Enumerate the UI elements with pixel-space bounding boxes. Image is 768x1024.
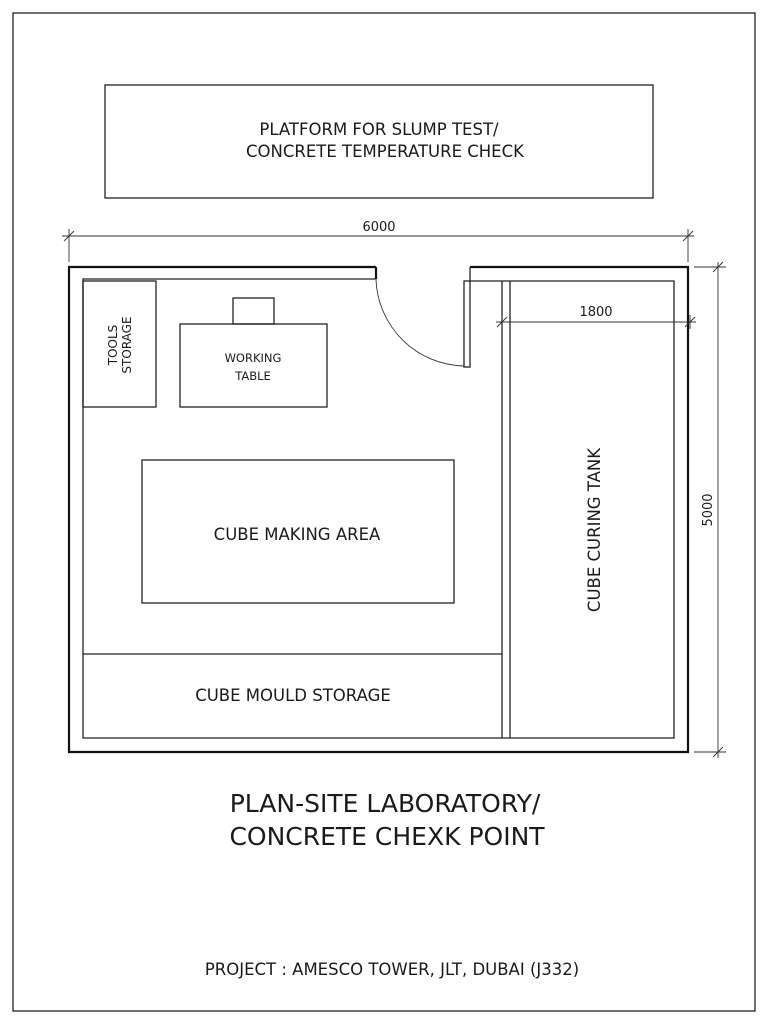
cube-making-area-label: CUBE MAKING AREA xyxy=(213,525,381,544)
drawing-border xyxy=(13,13,755,1011)
plan-title-line2: CONCRETE CHEXK POINT xyxy=(229,822,545,851)
tools-storage xyxy=(83,281,156,407)
slump-test-platform xyxy=(105,85,653,198)
width-dimension-label: 6000 xyxy=(362,220,396,235)
platform-label-line1: PLATFORM FOR SLUMP TEST/ xyxy=(259,120,499,139)
height-dimension-label: 5000 xyxy=(701,493,716,527)
tank-width-dimension xyxy=(496,305,696,329)
cube-mould-storage xyxy=(83,654,502,705)
tank-width-dimension-label: 1800 xyxy=(579,305,613,320)
platform-label-line2: CONCRETE TEMPERATURE CHECK xyxy=(246,142,524,161)
working-table-label-line2: TABLE xyxy=(235,369,271,383)
tools-storage-label-line1: TOOLS xyxy=(106,324,120,366)
cube-curing-tank-label: CUBE CURING TANK xyxy=(585,447,604,613)
working-table xyxy=(180,298,327,407)
cube-mould-storage-label: CUBE MOULD STORAGE xyxy=(195,686,391,705)
height-dimension xyxy=(694,262,726,758)
working-table-label-line1: WORKING xyxy=(224,351,282,365)
tools-storage-label-line2: STORAGE xyxy=(120,316,134,374)
cube-making-area xyxy=(142,460,454,603)
project-label: PROJECT : AMESCO TOWER, JLT, DUBAI (J332) xyxy=(204,960,580,979)
width-dimension xyxy=(62,220,694,262)
plan-title-line1: PLAN-SITE LABORATORY/ xyxy=(229,789,541,818)
door xyxy=(376,280,470,367)
cube-curing-tank xyxy=(502,281,604,738)
